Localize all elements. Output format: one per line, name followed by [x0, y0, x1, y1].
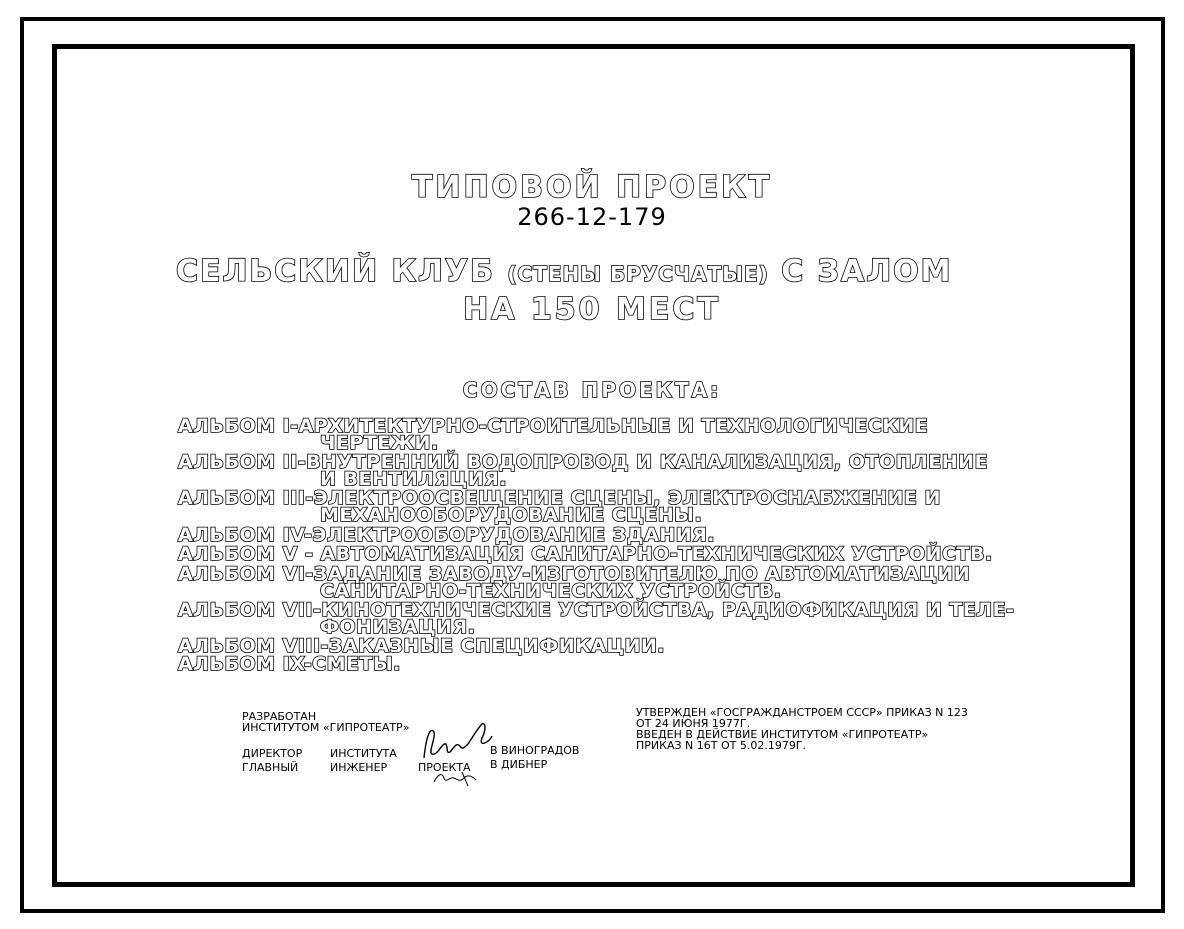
- chief-engineer-signature: [432, 768, 482, 788]
- director-name: В ВИНОГРАДОВ: [490, 744, 580, 757]
- album-continuation: ФОНИЗАЦИЯ.: [320, 616, 476, 638]
- album-9: [178, 653, 401, 675]
- album-line: АЛЬБОМ VI-ЗАДАНИЕ ЗАВОДУ-ИЗГОТОВИТЕЛЮ ПО АВТОМАТИЗАЦИИ: [178, 563, 971, 585]
- project-number: 266-12-179: [517, 203, 667, 231]
- project-name-part1: СЕЛЬСКИЙ КЛУБ: [176, 254, 495, 289]
- album-3: [178, 487, 941, 526]
- album-1: [178, 415, 929, 454]
- album-6: [178, 563, 971, 602]
- document-title: ТИПОВОЙ ПРОЕКТ: [411, 170, 773, 205]
- album-line: АЛЬБОМ II-ВНУТРЕННИЙ ВОДОПРОВОД И КАНАЛИЗАЦИЯ, ОТОПЛЕНИЕ: [178, 451, 989, 473]
- composition-heading: СОСТАВ ПРОЕКТА:: [462, 378, 722, 402]
- project-name-paren: (СТЕНЫ БРУСЧАТЫЕ): [507, 262, 769, 286]
- director-label2: ИНСТИТУТА: [330, 747, 397, 760]
- project-name-line1: [176, 254, 952, 289]
- chief-label2: ИНЖЕНЕР: [330, 761, 388, 774]
- album-line: АЛЬБОМ V - АВТОМАТИЗАЦИЯ САНИТАРНО-ТЕХНИЧЕСКИХ УСТРОЙСТВ.: [178, 543, 993, 565]
- chief-label3: ПРОЕКТА: [418, 761, 471, 774]
- developer-line2: ИНСТИТУТОМ «ГИПРОТЕАТР»: [242, 721, 410, 734]
- album-continuation: САНИТАРНО-ТЕХНИЧЕСКИХ УСТРОЙСТВ.: [320, 580, 782, 602]
- album-line: АЛЬБОМ IX-СМЕТЫ.: [178, 653, 401, 675]
- album-line: АЛЬБОМ VII-КИНОТЕХНИЧЕСКИЕ УСТРОЙСТВА, РАДИОФИКАЦИЯ И ТЕЛЕ-: [178, 599, 1015, 621]
- album-line: АЛЬБОМ VIII-ЗАКАЗНЫЕ СПЕЦИФИКАЦИИ.: [178, 635, 666, 657]
- album-7: [178, 599, 1015, 638]
- album-continuation: ЧЕРТЕЖИ.: [320, 432, 439, 454]
- chief-label1: ГЛАВНЫЙ: [242, 761, 299, 774]
- approval-line1: УТВЕРЖДЕН «ГОСГРАЖДАНСТРОЕМ СССР» ПРИКАЗ N 123: [636, 706, 968, 719]
- approval-line3: ВВЕДЕН В ДЕЙСТВИЕ ИНСТИТУТОМ «ГИПРОТЕАТР»: [636, 728, 929, 741]
- album-4: [178, 524, 715, 546]
- album-continuation: И ВЕНТИЛЯЦИЯ.: [320, 468, 508, 490]
- approval-line4: ПРИКАЗ N 16Т ОТ 5.02.1979Г.: [636, 739, 807, 752]
- album-line: АЛЬБОМ IV-ЭЛЕКТРООБОРУДОВАНИЕ ЗДАНИЯ.: [178, 524, 715, 546]
- album-line: АЛЬБОМ III-ЭЛЕКТРООСВЕЩЕНИЕ СЦЕНЫ, ЭЛЕКТРОСНАБЖЕНИЕ И: [178, 487, 941, 509]
- developer-line1: РАЗРАБОТАН: [242, 710, 317, 723]
- director-signature: [420, 718, 495, 766]
- chief-name: В ДИБНЕР: [490, 758, 548, 771]
- album-line: АЛЬБОМ I-АРХИТЕКТУРНО-СТРОИТЕЛЬНЫЕ И ТЕХНОЛОГИЧЕСКИЕ: [178, 415, 929, 437]
- album-2: [178, 451, 989, 490]
- album-continuation: МЕХАНООБОРУДОВАНИЕ СЦЕНЫ.: [320, 504, 703, 526]
- director-label1: ДИРЕКТОР: [242, 747, 303, 760]
- approval-line2: ОТ 24 ИЮНЯ 1977Г.: [636, 717, 751, 730]
- album-5: [178, 543, 993, 565]
- project-name-line2: НА 150 МЕСТ: [463, 292, 721, 327]
- project-name-part2: С ЗАЛОМ: [781, 254, 953, 289]
